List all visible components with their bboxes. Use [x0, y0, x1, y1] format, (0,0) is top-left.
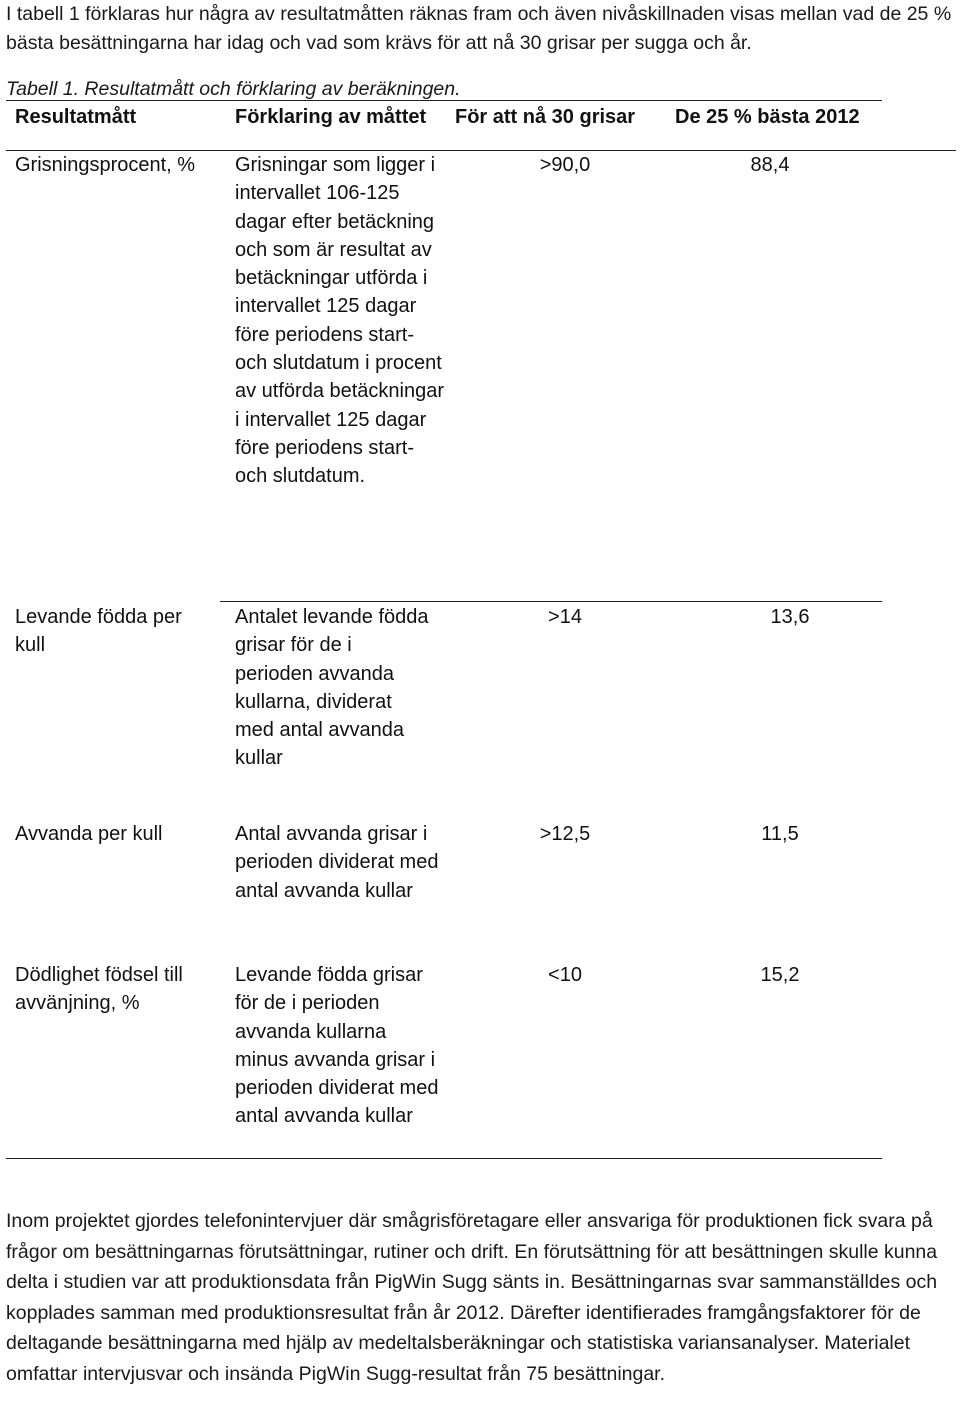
table-row-measure: Avvanda per kull	[15, 823, 163, 845]
row-divider	[220, 601, 882, 602]
column-header-measure: Resultatmått	[15, 106, 137, 128]
table-bottom-rule	[6, 1158, 882, 1159]
table-row-best25: 88,4	[750, 154, 790, 176]
table-row-best25: 13,6	[770, 606, 810, 628]
column-header-target: För att nå 30 grisar	[455, 106, 636, 128]
table-row-target: >12,5	[539, 823, 591, 845]
table-row-explanation: Antalet levande födda grisar för de i perioden avvanda kullarna, dividerat med antal avvanda kullar	[235, 606, 429, 770]
table-row-measure: Grisningsprocent, %	[15, 154, 196, 176]
column-header-explanation: Förklaring av måttet	[235, 106, 427, 128]
table-row-target: <10	[548, 964, 582, 986]
table-row-explanation: Levande födda grisar för de i perioden avvanda kullarna minus avvanda grisar i perioden dividerat med antal avvanda kullar	[235, 964, 439, 1128]
table-caption: Tabell 1. Resultatmått och förklaring av beräkningen.	[6, 78, 461, 100]
table-row-explanation: Antal avvanda grisar i perioden dividerat med antal avvanda kullar	[235, 823, 439, 902]
table-row-explanation: Grisningar som ligger i intervallet 106-125 dagar efter betäckning och som är resultat av betäckningar utförda i intervallet 125 dagar före periodens start- och slutdatum i procent av utförda betäckningar i intervallet 125 dagar före periodens start- och slutdatum.	[235, 154, 445, 488]
table-row-measure: Dödlighet födsel till avvänjning, %	[15, 964, 183, 1015]
table-row-best25: 15,2	[760, 964, 800, 986]
table-row-target: >14	[548, 606, 582, 628]
table-row-best25: 11,5	[761, 823, 799, 845]
table-top-rule	[6, 100, 882, 101]
table-row-measure: Levande födda per kull	[15, 606, 182, 657]
column-header-best25: De 25 % bästa 2012	[675, 106, 860, 128]
table-row-target: >90,0	[539, 154, 591, 176]
method-paragraph: Inom projektet gjordes telefonintervjuer där smågrisföretagare eller ansvariga för produktionen fick svara på frågor om besättningarnas förutsättningar, rutiner och drift. En förutsättning för att besättningen skulle kunna delta i studien var att produktionsdata från PigWin Sugg sänts in. Besättningarnas svar sammanställdes och kopplades samman med produktionsresultat från år 2012. Därefter identifierades framgångsfaktorer för de deltagande besättningarna med hjälp av medeltalsberäkningar och statistiska variansanalyser. Materialet omfattar intervjusvar och insända PigWin Sugg-resultat från 75 besättningar.	[6, 1210, 938, 1385]
intro-paragraph: I tabell 1 förklaras hur några av resultatmåtten räknas fram och även nivåskillnaden visas mellan vad de 25 % bästa besättningarna har idag och vad som krävs för att nå 30 grisar per sugga och år.	[6, 3, 952, 54]
